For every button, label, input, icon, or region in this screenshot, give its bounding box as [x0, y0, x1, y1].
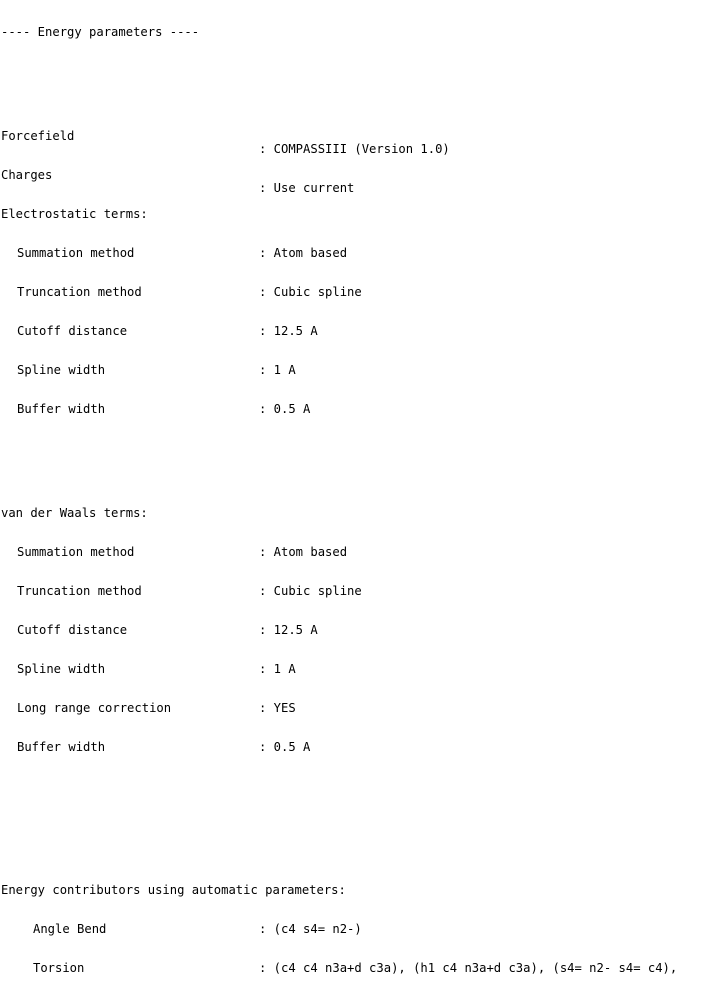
param-key: Buffer width — [17, 402, 106, 416]
electrostatic-title: Electrostatic terms: — [1, 207, 148, 221]
param-value: : Cubic spline — [259, 285, 362, 299]
electrostatic-row — [1, 247, 346, 260]
param-key: Cutoff distance — [17, 324, 128, 338]
param-key: Torsion — [33, 961, 85, 975]
vdw-row — [1, 741, 346, 754]
param-key: Spline width — [17, 662, 106, 676]
electrostatic-row — [1, 364, 346, 377]
param-key: Summation method — [17, 545, 135, 559]
param-value: : 0.5 A — [259, 402, 311, 416]
vdw-row — [1, 663, 346, 676]
param-value: : Atom based — [259, 246, 348, 260]
contributor-row — [1, 922, 362, 936]
vdw-title: van der Waals terms: — [1, 506, 148, 520]
energy-parameters-header: ---- Energy parameters ---- — [1, 25, 200, 39]
vdw-row — [1, 546, 346, 559]
blank-line — [1, 793, 346, 806]
blank-line — [1, 455, 346, 468]
param-value: : YES — [259, 701, 296, 715]
param-key: Truncation method — [17, 584, 142, 598]
param-row-forcefield — [1, 117, 450, 156]
blank-line — [1, 65, 346, 78]
electrostatic-row — [1, 403, 346, 416]
param-key: Buffer width — [17, 740, 106, 754]
param-row-charges — [1, 156, 355, 195]
param-key: Charges — [1, 168, 53, 182]
param-key: Angle Bend — [33, 922, 107, 936]
vdw-row — [1, 584, 362, 598]
param-key: Summation method — [17, 246, 135, 260]
param-key: Cutoff distance — [17, 623, 128, 637]
blank-line — [1, 832, 346, 845]
output-document — [1, 0, 678, 998]
param-value: : (c4 s4= n2-) — [259, 922, 362, 936]
param-value: : 1 A — [259, 363, 296, 377]
param-value: : 12.5 A — [259, 623, 318, 637]
vdw-row — [1, 624, 346, 637]
contributor-row — [1, 961, 678, 975]
param-key: Truncation method — [17, 285, 142, 299]
vdw-row — [1, 702, 346, 715]
param-value: : Use current — [259, 181, 355, 195]
param-value: : Atom based — [259, 545, 348, 559]
param-value: : 1 A — [259, 662, 296, 676]
param-value: : 0.5 A — [259, 740, 311, 754]
param-key: Spline width — [17, 363, 106, 377]
param-key: Forcefield — [1, 129, 75, 143]
electrostatic-row — [1, 285, 362, 299]
param-value: : Cubic spline — [259, 584, 362, 598]
electrostatic-row — [1, 325, 346, 338]
param-key: Long range correction — [17, 701, 172, 715]
param-value: : COMPASSIII (Version 1.0) — [259, 142, 450, 156]
param-value: : 12.5 A — [259, 324, 318, 338]
contributors-title: Energy contributors using automatic parameters: — [1, 883, 346, 897]
param-value: : (c4 c4 n3a+d c3a), (h1 c4 n3a+d c3a), (s4= n2- s4= c4), — [259, 961, 678, 975]
